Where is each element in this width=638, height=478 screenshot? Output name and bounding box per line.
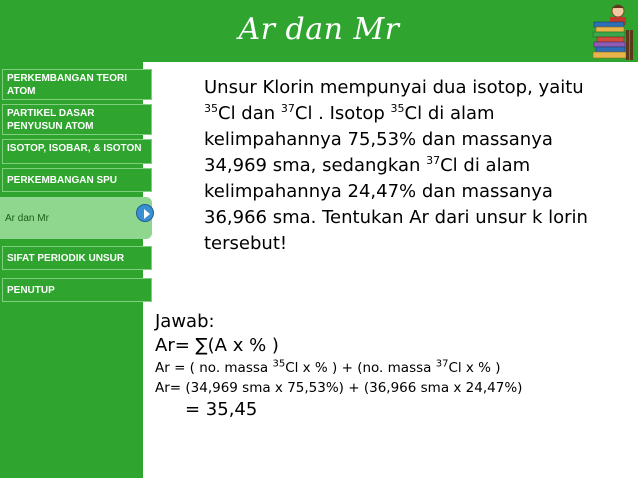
sidebar-item-isotop-isobar-isoton[interactable] — [2, 139, 152, 164]
sidebar-item-sifat-periodik-unsur[interactable] — [2, 246, 152, 270]
sidebar-item-ar-dan-mr[interactable] — [0, 197, 152, 239]
sidebar-item-perkembangan-spu[interactable] — [2, 168, 152, 192]
sidebar-item-label: PARTIKEL DASAR PENYUSUN ATOM — [7, 108, 95, 132]
sidebar-item-partikel-dasar[interactable] — [2, 104, 152, 135]
question-text: Unsur Klorin mempunyai dua isotop, yaitu $^{35}$Cl dan $^{37}$Cl . Isotop $^{35}$Cl di alam kelimpahannya 75,53% dan massanya 34,969 sma, sedangkan $^{37}$Cl di alam kelimpahannya 24,47% dan massanya 36,966 sma. Tentukan Ar dari unsur k lorin tersebut! — [204, 77, 588, 254]
sidebar-item-penutup[interactable] — [2, 278, 152, 302]
page-title: Ar dan Mr — [238, 12, 400, 47]
sidebar-item-label: Ar dan Mr — [5, 213, 49, 224]
sidebar-item-perkembangan-teori-atom[interactable] — [2, 69, 152, 100]
sidebar-item-label: PERKEMBANGAN TEORI ATOM — [7, 73, 128, 97]
answer-substitution: Ar= (34,969 sma x 75,53%) + (36,966 sma x 24,47%) — [155, 380, 523, 396]
sidebar-item-label: PERKEMBANGAN SPU — [7, 175, 118, 186]
play-arrow-icon[interactable] — [136, 204, 154, 222]
answer-block — [155, 310, 625, 422]
answer-formula-expanded: Ar = ( no. massa $^{35}$Cl x % ) + (no. massa $^{37}$Cl x % ) — [155, 358, 501, 376]
book-stack-icon — [588, 2, 636, 64]
answer-result: = 35,45 — [185, 399, 258, 420]
answer-formula: Ar= ∑(A x % ) — [155, 335, 279, 356]
sidebar-item-label: ISOTOP, ISOBAR, & ISOTON — [7, 143, 142, 154]
sidebar-item-label: PENUTUP — [7, 285, 55, 296]
answer-heading: Jawab: — [155, 311, 215, 332]
sidebar-item-label: SIFAT PERIODIK UNSUR — [7, 253, 125, 264]
